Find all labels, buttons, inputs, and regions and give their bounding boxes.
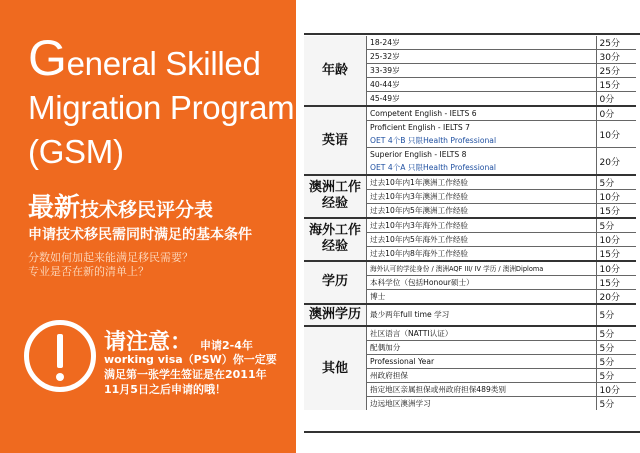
row-points: 5分 [596,218,636,233]
row-item: 最少两年full time 学习 [367,304,597,326]
question-2: 专业是否在新的清单上？ [28,265,149,278]
category-other: 其他 [304,326,367,410]
points-table-panel [296,0,640,453]
row-points: 0分 [596,106,636,121]
row-item: 25-32岁 [367,50,597,64]
row-item: 33-39岁 [367,64,597,78]
category-label: 澳洲工作经验 [308,180,361,212]
table-row [304,106,636,121]
title-initial: G [28,30,67,86]
zh-title-small: 技术移民评分表 [80,199,214,221]
category-overseas-work [304,218,367,261]
row-points: 20分 [596,148,636,175]
row-item: 45-49岁 [367,92,597,107]
table-row [304,304,636,326]
row-item: 过去10年内8年海外工作经验 [367,246,597,261]
row-points: 30分 [596,50,636,64]
row-points: 15分 [596,246,636,261]
question-1: 分数如何加起来能满足移民需要？ [28,251,193,264]
row-points: 10分 [596,261,636,276]
row-points: 5分 [596,368,636,382]
row-points: 15分 [596,203,636,218]
row-item: Proficient English - IELTS 7 [367,121,597,135]
row-points: 5分 [599,400,615,411]
category-au-study: 澳洲学历 [304,304,367,326]
note-line-3: 11月5日之后申请的哦！ [104,383,226,396]
row-item: 过去10年内5年澳洲工作经验 [367,203,597,218]
row-item: 过去10年内3年澳洲工作经验 [367,189,597,203]
note-line-1: working visa（PSW）你一定要 [104,353,277,366]
row-points: 5分 [596,175,636,190]
row-points: 10分 [596,232,636,246]
row-item: 过去10年内3年海外工作经验 [367,218,597,233]
left-info-panel [0,0,296,453]
row-points: 25分 [596,36,636,50]
table-bottom-rule [304,431,640,433]
title-line-1: eneral Skilled [66,45,261,82]
subtitle: 申请技术移民需同时满足的基本条件 [28,227,252,243]
row-item: 18-24岁 [367,36,597,50]
note-title: 请注意： [104,330,193,355]
table-row [304,218,636,233]
note-lead: 申请2-4年 [200,339,253,352]
row-item: 州政府担保 [367,368,597,382]
row-item: Competent English - IELTS 6 [367,106,597,121]
note-line-2: 满足第一张学生签证是在2011年 [104,368,267,381]
category-age: 年龄 [304,36,367,106]
row-item: Superior English - IELTS 8 [367,148,597,162]
row-item: 博士 [367,289,597,304]
zh-title [28,187,213,224]
row-item: 本科学位（包括Honour硕士） [367,275,597,289]
row-points: 20分 [596,289,636,304]
row-item: 边远地区澳洲学习 [367,396,597,410]
category-education: 学历 [304,261,367,304]
exclamation-icon [24,320,96,392]
row-item: 过去10年内1年澳洲工作经验 [367,175,597,190]
row-item: 社区语言（NATTI认证） [367,326,597,341]
row-points: 5分 [596,354,636,368]
row-item-oet: OET 4个B 只限Health Professional [367,134,597,148]
table-row [304,175,636,190]
table-row [304,326,636,341]
row-points: 10分 [596,189,636,203]
row-points: 5分 [596,326,636,341]
row-points: 25分 [596,64,636,78]
row-item: 指定地区亲属担保或州政府担保489类别 [367,382,597,396]
category-english: 英语 [304,106,367,175]
row-points: 5分 [596,304,636,326]
row-points: 10分 [596,121,636,148]
title-line-3: (GSM) [28,133,124,170]
row-points: 15分 [596,275,636,289]
program-title [28,30,295,174]
row-points: 5分 [596,340,636,354]
category-au-work [304,175,367,218]
category-label: 海外工作经验 [308,223,361,255]
row-points: 10分 [596,382,636,396]
row-points: 15分 [596,78,636,92]
row-item: Professional Year [367,354,597,368]
table-top-rule [304,33,640,35]
title-line-2: Migration Program [28,89,295,126]
row-item: 配偶加分 [367,340,597,354]
table-row [304,36,636,50]
row-item: 40-44岁 [367,78,597,92]
zh-title-big: 最新 [28,193,81,223]
row-item: 过去10年内5年海外工作经验 [367,232,597,246]
row-item-oet: OET 4个A 只限Health Professional [367,161,597,175]
table-row [304,261,636,276]
row-points: 0分 [596,92,636,107]
points-table [304,36,636,410]
row-item: 海外认可的学徒身份 / 澳洲AQF III/ IV 学历 / 澳洲Diploma [367,261,597,276]
